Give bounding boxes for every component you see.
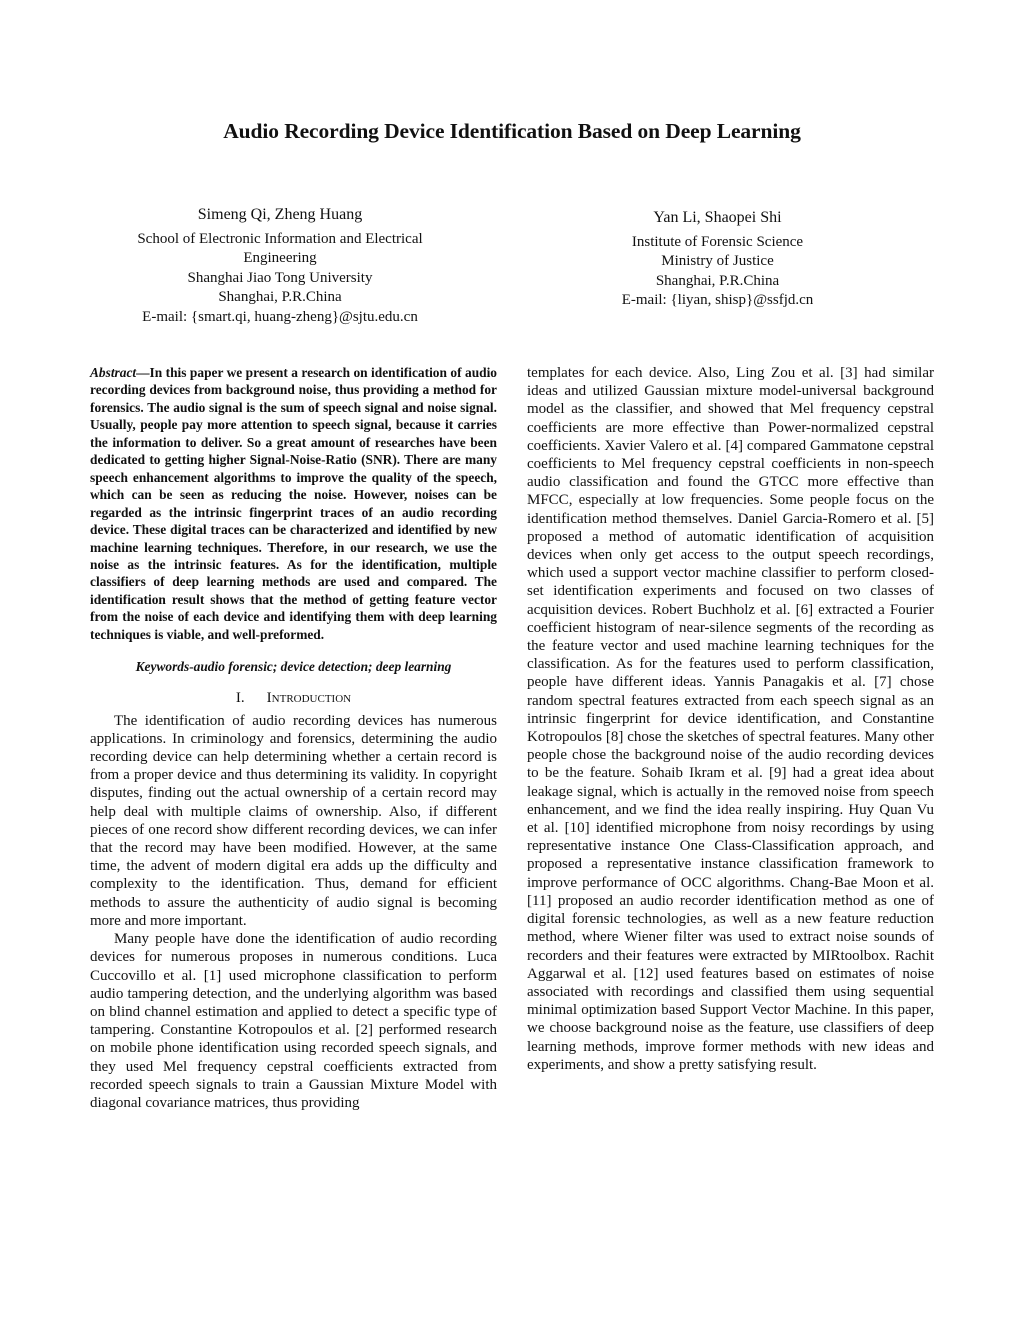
abstract-label: Abstract — [90, 365, 137, 380]
author-email: E-mail: {smart.qi, huang-zheng}@sjtu.edu.cn — [142, 308, 418, 325]
affiliation-line: Engineering — [243, 250, 317, 266]
author-block-left — [90, 205, 470, 327]
keywords: Keywords-audio forensic; device detection; deep learning — [135, 659, 452, 675]
body-paragraph: The identification of audio recording devices has numerous applications. In criminology and forensics, determining the audio recording device can help determining whether a certain record is from a proper device and thus determining its validity. In copyright disputes, finding out the actual ownership of a certain record may help deal with multiple claims of ownership. Also, if different pieces of one record show different recording devices, we can infer that the record may have been modified. However, at the same time, the advent of modern digital era adds up the difficulty and complexity to the identification. Thus, demand for efficient methods to assure the authenticity of audio signal is becoming more and more important. — [90, 712, 497, 929]
section-number: I. — [235, 690, 245, 707]
affiliation-line: Shanghai Jiao Tong University — [187, 269, 373, 286]
section-title: Introduction — [266, 690, 352, 707]
abstract — [90, 364, 497, 643]
right-column — [527, 364, 934, 1074]
paper-title: Audio Recording Device Identification Based on Deep Learning — [223, 119, 801, 143]
affiliation-line: Shanghai, P.R.China — [218, 289, 342, 305]
abstract-text: —In this paper we present a research on identification of audio recording devices from background noise, thus providing a method for forensics. The audio signal is the sum of speech signal and noise signal. Usually, people pay more attention to speech signal, because it carries the information to deliver. So a great amount of researches have been dedicated to getting higher Signal-Noise-Ratio (SNR). There are many speech enhancement algorithms to improve the quality of the speech, which can be seen as reducing the noise. However, noises can be regarded as the intrinsic fingerprint traces of an audio recording device. These digital traces can be characterized and identified by new machine learning techniques. Therefore, in our research, we use the noise as the intrinsic features. As for the identification, multiple classifiers of deep learning methods are used and compared. The identification result shows that the method of getting feature vector from the noise of each device and identifying them with deep learning techniques is viable, and well-preformed. — [90, 365, 497, 642]
author-names: Yan Li, Shaopei Shi — [653, 209, 782, 226]
left-column — [90, 364, 497, 1112]
author-email: E-mail: {liyan, shisp}@ssfjd.cn — [621, 292, 814, 308]
author-names: Simeng Qi, Zheng Huang — [197, 206, 363, 223]
author-block-right — [560, 208, 875, 311]
body-paragraph: Many people have done the identification of audio recording devices for numerous proposes in numerous conditions. Luca Cuccovillo et al. [1] used microphone classification to perform audio tampering detection, and the underlying algorithm was based on blind channel estimation and applied to detect a specific type of tampering. Constantine Kotropoulos et al. [2] performed research on mobile phone identification using recorded speech signals, and they used Mel frequency cepstral coefficients extracted from recorded speech signals to train a Gaussian Mixture Model with diagonal covariance matrices, thus providing — [90, 931, 497, 1111]
affiliation-line: Ministry of Justice — [661, 253, 774, 269]
affiliation-line: Institute of Forensic Science — [631, 233, 804, 250]
body-paragraph: templates for each device. Also, Ling Zou et al. [3] had similar ideas and utilized Gaussian mixture model-universal background model as the classifier, and showed that Mel frequency cepstral coefficients are more effective than Power-normalized cepstral coefficients. Xavier Valero et al. [4] compared Gammatone cepstral coefficients to Mel frequency cepstral coefficients in non-speech audio classification and found the GTCC more effective than MFCC, especially at low frequencies. Some people focus on the identification method themselves. Daniel Garcia-Romero et al. [5] proposed a method of automatic identification of acquisition devices when only get access to the output speech recordings, which used a support vector machine classifier to perform closed-set identification experiments and focused on two classes of acquisition devices. Robert Buchholz et al. [6] extracted a Fourier coefficient histogram of near-silence segments of the recording as the feature vector and used machine learning techniques for the classification. As for the features used to perform classification, people have different ideas. Yannis Panagakis et al. [7] chose random spectral features extracted from each speech signal as an intrinsic fingerprint for device identification, and Constantine Kotropoulos [8] chose the sketches of spectral features. Many other people chose the background noise of the audio recording devices to be the feature. Sohaib Ikram et al. [9] had a great idea about leakage signal, which is actually in the removed noise from speech enhancement, and we find the idea really inspiring. Huy Quan Vu et al. [10] identified microphone from noisy recordings by using representative instance One Class-Classification approach, and proposed a representative instance classification framework to improve performance of OCC algorithms. Chang-Bae Moon et al. [11] proposed an audio recorder identification method as one of digital forensic technologies, as well as a new feature reduction method, where Wiener filter was used to extract noise sounds of recorders and their features were extracted by MIRtoolbox. Rachit Aggarwal et al. [12] used features based on estimates of noise associated with recordings and classified them using sequential minimal optimization based Support Vector Machine. In this paper, we choose background noise as the feature, use classifiers of deep learning methods, improve former methods with new ideas and experiments, and show a pretty satisfying result. — [527, 365, 934, 1073]
affiliation-line: School of Electronic Information and Electrical — [137, 230, 423, 247]
section-heading — [90, 689, 497, 707]
affiliation-line: Shanghai, P.R.China — [655, 272, 780, 289]
